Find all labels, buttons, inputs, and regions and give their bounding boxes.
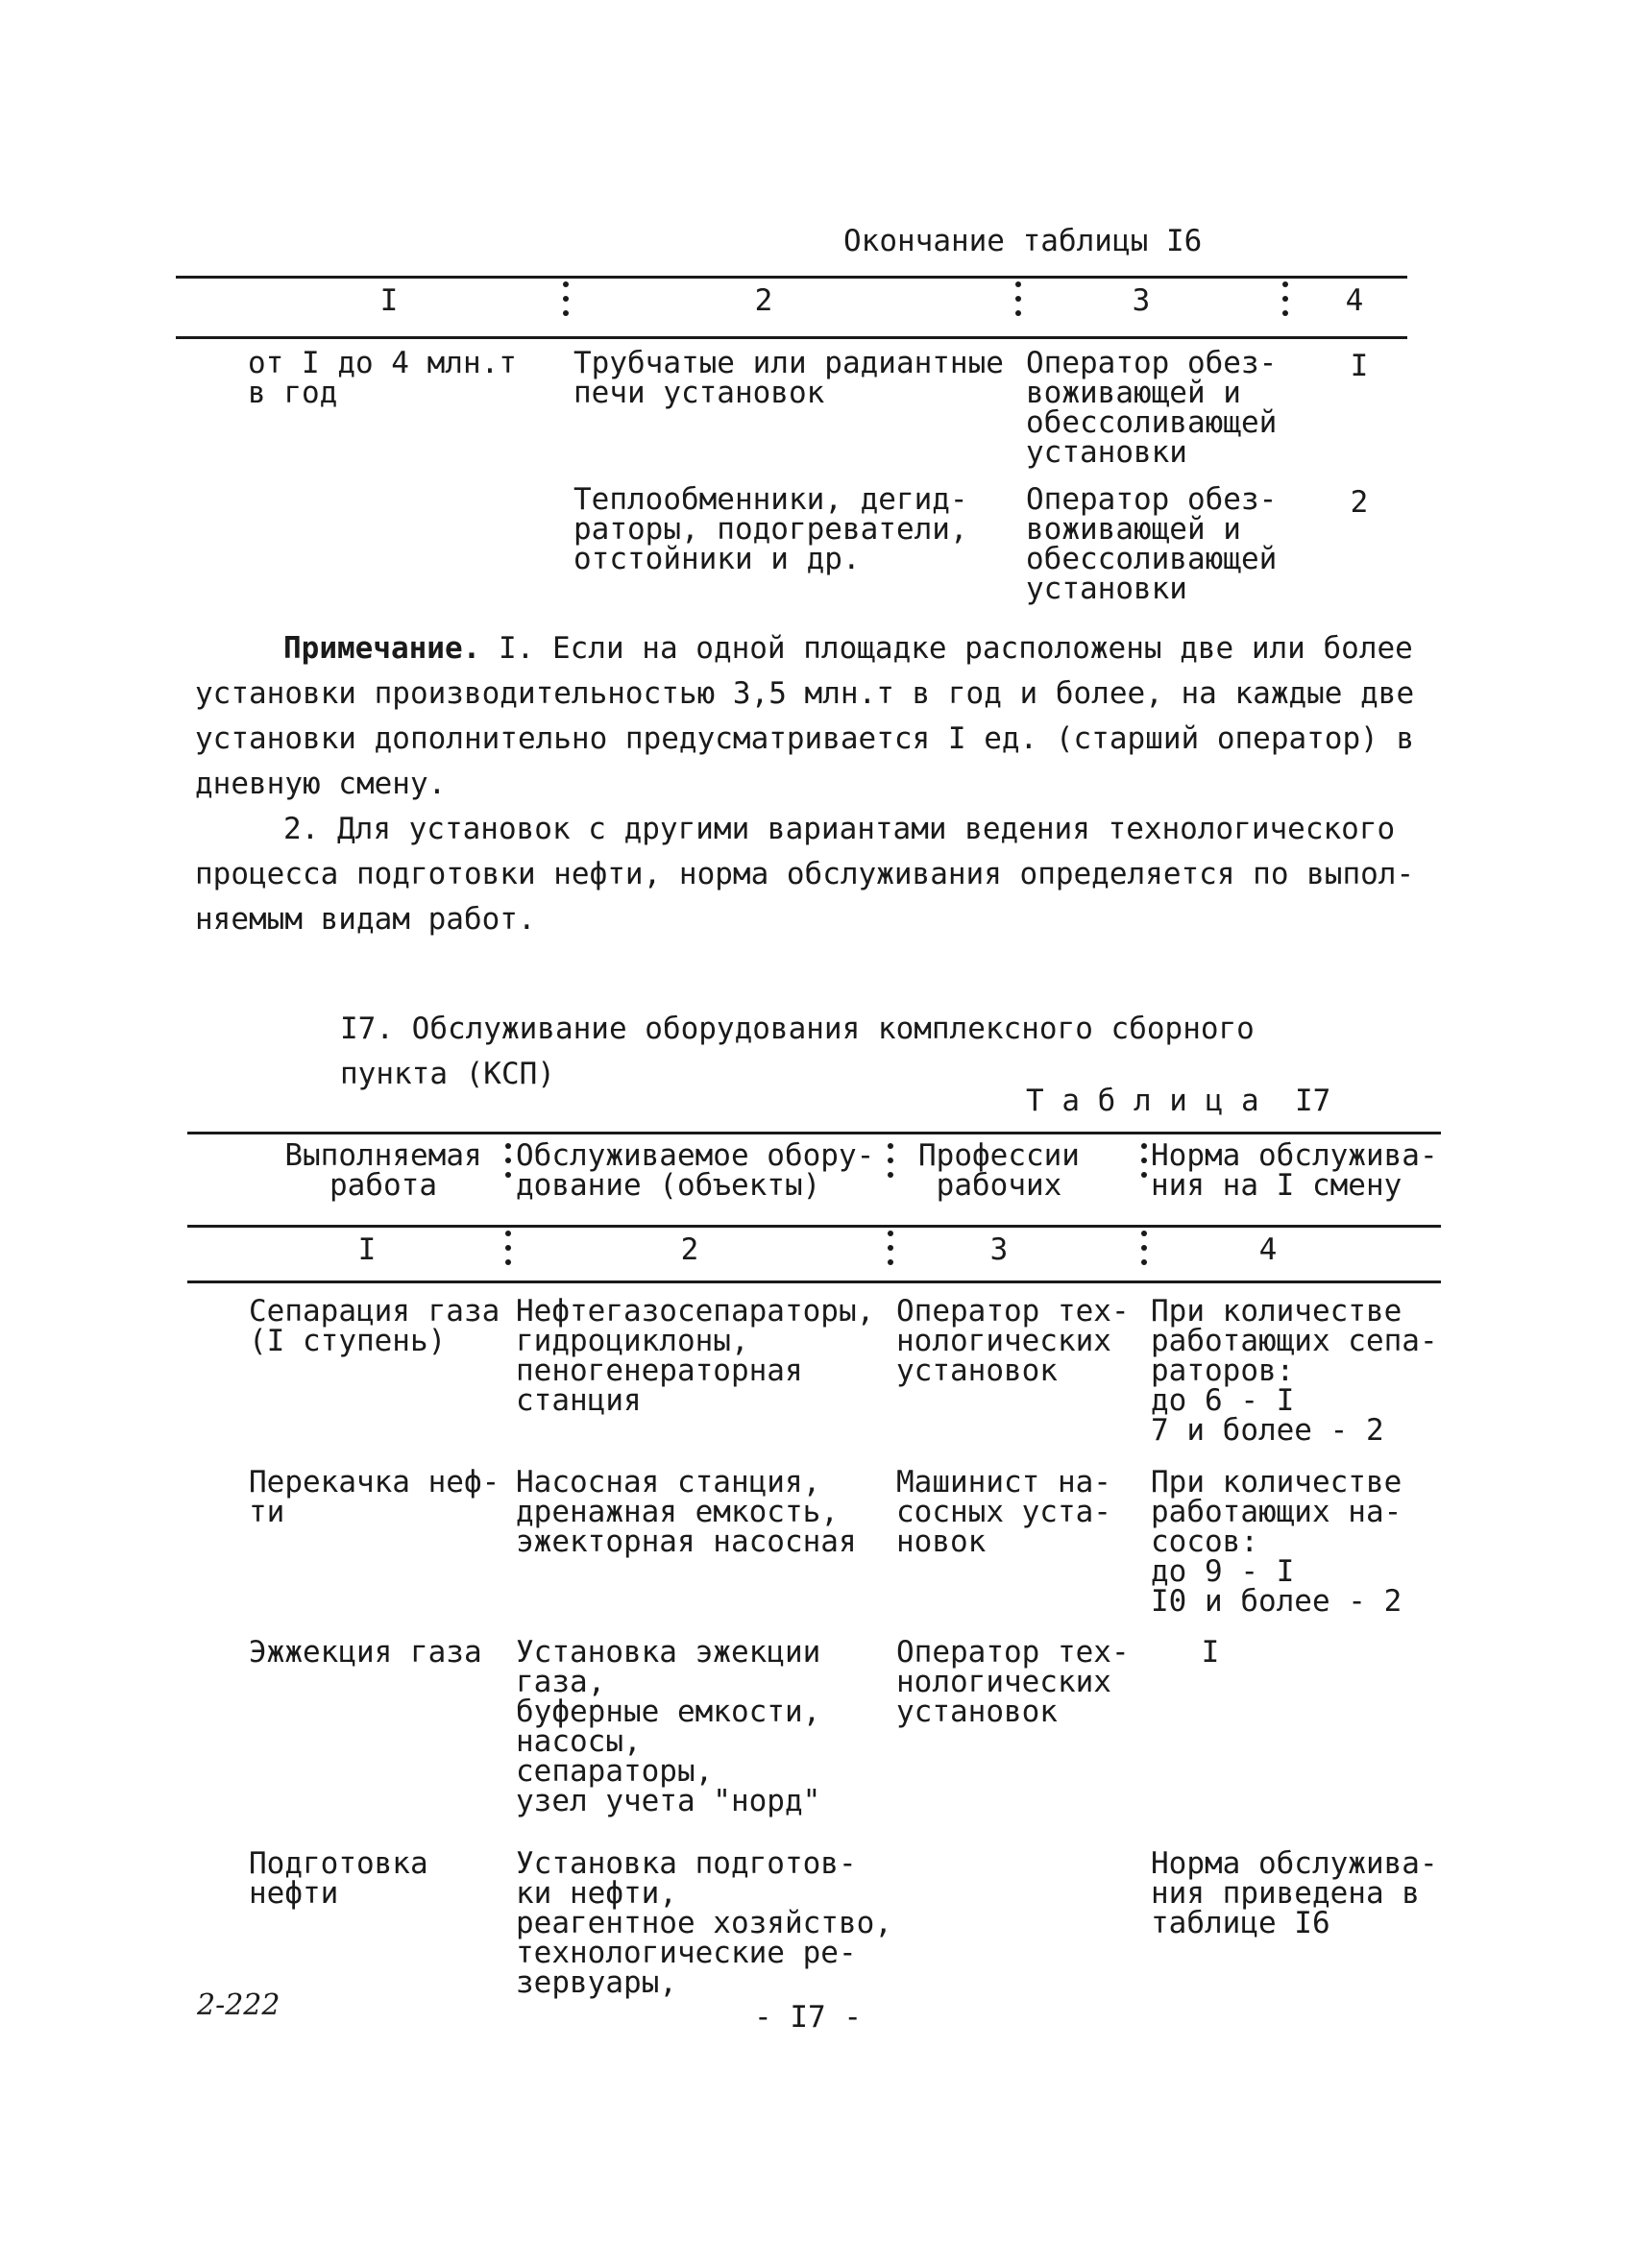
table17-col-separator bbox=[505, 1231, 513, 1274]
table16-col-num-2: 2 bbox=[754, 283, 773, 318]
table16-row1-work: от I до 4 млн.т в год bbox=[248, 346, 517, 410]
table16-row1-equipment: Трубчатые или радиантные печи установок bbox=[573, 346, 1004, 410]
table17-row1-equipment: Нефтегазосепараторы, гидроциклоны, пеногенераторная станция bbox=[516, 1294, 875, 1418]
table16-row2-norm: 2 bbox=[1350, 485, 1369, 520]
table17-header-rule bbox=[187, 1225, 1441, 1228]
table17-row3-equipment: Установка эжекции газа, буферные емкости, насосы, сепараторы, узел учета "норд" bbox=[516, 1635, 821, 1818]
table17-row3-profession: Оператор тех- нологических установок bbox=[896, 1635, 1130, 1729]
table17-numbers-rule bbox=[187, 1280, 1441, 1283]
table17-col-num-4: 4 bbox=[1258, 1232, 1278, 1267]
table17-row2-profession: Машинист на- сосных уста- новок bbox=[896, 1465, 1111, 1559]
document-code: 2-222 bbox=[197, 1988, 280, 2022]
table17-row4-equipment: Установка подготов- ки нефти, реагентное хозяйство, технологические ре- зервуары, bbox=[516, 1846, 892, 2000]
table17-row1-norm: При количестве работающих сепа- раторов: до 6 - I 7 и более - 2 bbox=[1151, 1294, 1438, 1448]
section17-heading: I7. Обслуживание оборудования комплексного сборного пункта (КСП) bbox=[340, 1012, 1255, 1091]
table17-col-separator bbox=[1141, 1143, 1149, 1186]
table17-header-equipment: Обслуживаемое обору- дование (объекты) bbox=[516, 1138, 875, 1203]
table16-caption: Окончание таблицы I6 bbox=[843, 224, 1203, 258]
table16-row2-profession: Оператор обез- воживающей и обессоливающей установки bbox=[1026, 482, 1278, 606]
table16-header-rule bbox=[176, 336, 1407, 339]
table16-col-num-1: I bbox=[379, 283, 399, 318]
table17-col-separator bbox=[888, 1231, 895, 1274]
table17-col-separator bbox=[1141, 1231, 1149, 1274]
table17-header-work: Выполняемая работа bbox=[284, 1138, 482, 1203]
table17-col-num-1: I bbox=[357, 1232, 377, 1267]
table17-row2-equipment: Насосная станция, дренажная емкость, эжекторная насосная bbox=[516, 1465, 857, 1559]
note-paragraph-2: 2. Для установок с другими вариантами ведения технологического процесса подготовки нефти, норма обслуживания определяется по выпол- няемым видам работ. bbox=[195, 812, 1415, 937]
table17-top-rule bbox=[187, 1132, 1441, 1134]
table17-header-profession: Профессии рабочих bbox=[918, 1138, 1080, 1203]
table17-row2-norm: При количестве работающих на- сосов: до 9 - I I0 и более - 2 bbox=[1151, 1465, 1402, 1619]
table16-top-rule bbox=[176, 276, 1407, 279]
table16-col-num-4: 4 bbox=[1345, 283, 1364, 318]
table17-row4-norm: Норма обслужива- ния приведена в таблице I6 bbox=[1151, 1846, 1438, 1940]
table17-row1-profession: Оператор тех- нологических установок bbox=[896, 1294, 1130, 1388]
table17-col-separator bbox=[505, 1143, 513, 1186]
table17-row3-work: Эжжекция газа bbox=[249, 1635, 482, 1670]
table16-col-num-3: 3 bbox=[1132, 283, 1151, 318]
table17-header-norm: Норма обслужива- ния на I смену bbox=[1151, 1138, 1438, 1203]
table17-row2-work: Перекачка неф- ти bbox=[249, 1465, 500, 1529]
note-text-1: I. Если на одной площадке расположены две или более установки производительностью 3,5 млн.т в год и более, на каждые две установки дополнительно предусматривается I ед. (старший оператор) в дневную смену. bbox=[195, 631, 1415, 801]
table16-col-separator bbox=[1282, 281, 1290, 325]
table17-label: Т а б л и ц а I7 bbox=[1026, 1084, 1331, 1118]
table16-row2-equipment: Теплообменники, дегид- раторы, подогреватели, отстойники и др. bbox=[573, 482, 968, 576]
table17-row4-work: Подготовка нефти bbox=[249, 1846, 428, 1911]
note-paragraph-1 bbox=[195, 626, 1444, 807]
table17-row1-work: Сепарация газа (I ступень) bbox=[249, 1294, 500, 1358]
page-number: - I7 - bbox=[754, 2000, 862, 2035]
table17-col-num-2: 2 bbox=[680, 1232, 699, 1267]
table16-row1-norm: I bbox=[1350, 349, 1369, 383]
table17-row3-norm: I bbox=[1201, 1635, 1220, 1670]
note-title: Примечание. bbox=[283, 631, 481, 666]
table16-col-separator bbox=[563, 281, 571, 325]
table17-col-num-3: 3 bbox=[989, 1232, 1009, 1267]
table16-col-separator bbox=[1015, 281, 1023, 325]
table16-row1-profession: Оператор обез- воживающей и обессоливающей установки bbox=[1026, 346, 1278, 470]
